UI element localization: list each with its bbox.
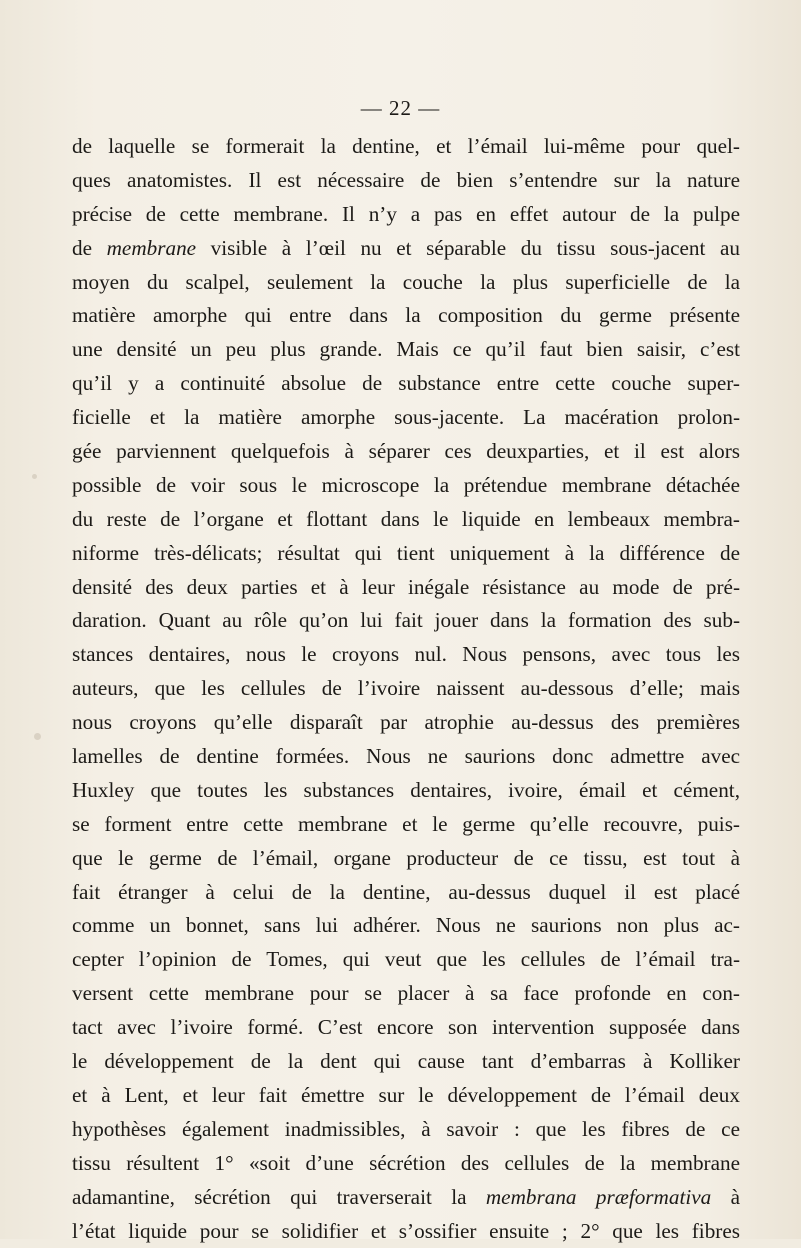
text-line: se forment entre cette membrane et le germe qu’elle recouvre, puis-	[72, 808, 740, 842]
text-line: précise de cette membrane. Il n’y a pas en effet autour de la pulpe	[72, 198, 740, 232]
text-run: à	[711, 1185, 740, 1209]
text-line: matière amorphe qui entre dans la composition du germe présente	[72, 299, 740, 333]
text-line: auteurs, que les cellules de l’ivoire naissent au-dessous d’elle; mais	[72, 672, 740, 706]
text-line: qu’il y a continuité absolue de substance entre cette couche super-	[72, 367, 740, 401]
paper-foxing-spot	[34, 733, 41, 740]
text-line: l’état liquide pour se solidifier et s’ossifier ensuite ; 2° que les fibres	[72, 1215, 740, 1248]
text-line: moyen du scalpel, seulement la couche la plus superficielle de la	[72, 266, 740, 300]
text-run: de	[72, 236, 107, 260]
text-line: daration. Quant au rôle qu’on lui fait jouer dans la formation des sub-	[72, 604, 740, 638]
text-line: une densité un peu plus grande. Mais ce qu’il faut bien saisir, c’est	[72, 333, 740, 367]
text-line: hypothèses également inadmissibles, à savoir : que les fibres de ce	[72, 1113, 740, 1147]
text-line	[72, 232, 740, 266]
text-run: visible à l’œil nu et séparable du tissu sous-jacent au	[196, 236, 740, 260]
text-line: niforme très-délicats; résultat qui tient uniquement à la différence de	[72, 537, 740, 571]
text-line: versent cette membrane pour se placer à sa face profonde en con-	[72, 977, 740, 1011]
text-line: stances dentaires, nous le croyons nul. Nous pensons, avec tous les	[72, 638, 740, 672]
text-line: densité des deux parties et à leur inégale résistance au mode de pré-	[72, 571, 740, 605]
text-line: et à Lent, et leur fait émettre sur le développement de l’émail deux	[72, 1079, 740, 1113]
text-line: ques anatomistes. Il est nécessaire de bien s’entendre sur la nature	[72, 164, 740, 198]
text-line: nous croyons qu’elle disparaît par atrophie au-dessus des premières	[72, 706, 740, 740]
text-line: lamelles de dentine formées. Nous ne saurions donc admettre avec	[72, 740, 740, 774]
page-body-text	[72, 130, 740, 1248]
italic-term: membrane	[107, 236, 196, 260]
text-line: du reste de l’organe et flottant dans le liquide en lembeaux membra-	[72, 503, 740, 537]
text-line: gée parviennent quelquefois à séparer ces deuxparties, et il est alors	[72, 435, 740, 469]
text-run: adamantine, sécrétion qui traverserait la	[72, 1185, 486, 1209]
text-line: tissu résultent 1° «soit d’une sécrétion des cellules de la membrane	[72, 1147, 740, 1181]
text-line: possible de voir sous le microscope la prétendue membrane détachée	[72, 469, 740, 503]
paper-foxing-spot	[32, 474, 37, 479]
text-line: de laquelle se formerait la dentine, et l’émail lui-même pour quel-	[72, 130, 740, 164]
text-line: le développement de la dent qui cause tant d’embarras à Kolliker	[72, 1045, 740, 1079]
text-line: ficielle et la matière amorphe sous-jacente. La macération prolon-	[72, 401, 740, 435]
text-line: cepter l’opinion de Tomes, qui veut que les cellules de l’émail tra-	[72, 943, 740, 977]
page-number: — 22 —	[0, 96, 801, 121]
text-line: Huxley que toutes les substances dentaires, ivoire, émail et cément,	[72, 774, 740, 808]
text-line	[72, 1181, 740, 1215]
text-line: fait étranger à celui de la dentine, au-dessus duquel il est placé	[72, 876, 740, 910]
text-line: tact avec l’ivoire formé. C’est encore son intervention supposée dans	[72, 1011, 740, 1045]
text-line: que le germe de l’émail, organe producteur de ce tissu, est tout à	[72, 842, 740, 876]
italic-term: membrana præformativa	[486, 1185, 711, 1209]
text-line: comme un bonnet, sans lui adhérer. Nous ne saurions non plus ac-	[72, 909, 740, 943]
